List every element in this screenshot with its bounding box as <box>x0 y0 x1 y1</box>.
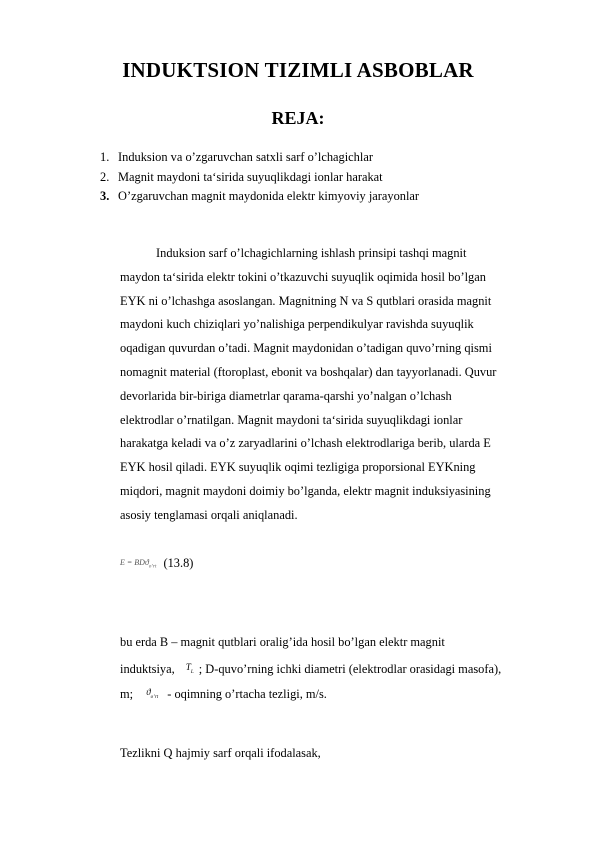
plan-item-text: Magnit maydoni ta‘sirida suyuqlikdagi ionlar harakat <box>118 169 383 184</box>
paragraph-line: nomagnit material (ftoroplast, ebonit va boshqalar) dan tayyorlanadi. Quvur <box>120 364 497 379</box>
explanation-line <box>120 655 501 680</box>
paragraph-line: EYK hosil qiladi. EYK suyuqlik oqimi tezligiga proporsional EYKning <box>120 460 476 475</box>
paragraph-line: miqdori, magnit maydoni doimiy bo’lganda, elektr magnit induksiyasining <box>120 483 491 498</box>
paragraph-line: asosiy tenglamasi orqali aniqlanadi. <box>120 507 298 522</box>
explanation-line: bu erda B – magnit qutblari oralig’ida hosil bo’lgan elektr magnit <box>120 635 445 649</box>
formula-number: (13.8) <box>163 556 194 570</box>
plan-item <box>100 148 419 168</box>
paragraph-line: Induksion sarf o’lchagichlarning ishlash prinsipi tashqi magnit <box>156 246 467 260</box>
paragraph-line: oqadigan quvurdan o’tadi. Magnit maydonidan o’tadigan quvo’rning qismi <box>120 341 492 356</box>
formula-expression <box>120 558 156 570</box>
explanation-line <box>120 680 501 705</box>
body-paragraph <box>120 242 530 528</box>
plan-item-text: Induksion va o’zgaruvchan satxli sarf o’lchagichlar <box>118 150 373 164</box>
symbol-subscript: L <box>190 669 194 675</box>
explanation-text: ; D-quvo’rning ichki diametri (elektrodlar orasidagi masofa), <box>198 661 502 676</box>
velocity-symbol <box>146 680 158 710</box>
plan-item-text: O’zgaruvchan magnit maydonida elektr kimyoviy jarayonlar <box>118 189 420 203</box>
paragraph-line: harakatga keladi va o’z zaryadlarini o’lchash elektrodlariga berib, ularda E <box>120 436 491 451</box>
paragraph-line: maydoni kuch chiziqlari yo’nalishiga perpendikulyar ravishda suyuqlik <box>120 317 474 332</box>
explanation-text: m; <box>120 686 134 701</box>
plan-item <box>100 168 419 188</box>
formula-subscript: o’rt <box>148 564 157 570</box>
plan-list <box>100 148 419 207</box>
document-title: INDUKTSION TIZIMLI ASBOBLAR <box>122 58 474 82</box>
explanation-paragraph <box>120 630 501 705</box>
paragraph-line: EYK ni o’lchashga asoslangan. Magnitning N va S qutblari orasida magnit <box>120 293 492 308</box>
plan-item-number: 2. <box>100 169 110 184</box>
symbol-main: T <box>185 662 191 672</box>
paragraph-line: elektrodlar o’rnatilgan. Magnit maydoni ta‘sirida suyuqlikdagi ionlar <box>120 412 463 427</box>
paragraph-line: devorlarida bir-biriga diametrlar qarama-qarshi yo’nalgan o’lchash <box>120 388 452 403</box>
formula-text: E = BDϑ <box>120 558 149 568</box>
plan-item-number: 1. <box>100 150 110 164</box>
symbol-subscript: o’rt <box>150 694 159 700</box>
formula-13-8 <box>120 556 193 571</box>
plan-item-number: 3. <box>100 189 110 203</box>
explanation-text: - oqimning o’rtacha tezligi, m/s. <box>167 686 327 701</box>
closing-line: Tezlikni Q hajmiy sarf orqali ifodalasak, <box>120 746 321 760</box>
plan-item <box>100 187 419 207</box>
symbol-main: ϑ <box>146 687 151 697</box>
explanation-text: induktsiya, <box>120 661 175 676</box>
plan-heading: REJA: <box>271 108 325 128</box>
paragraph-line: maydon ta‘sirida elektr tokini o’tkazuvchi suyuqlik oqimida hosil bo’lgan <box>120 269 486 284</box>
